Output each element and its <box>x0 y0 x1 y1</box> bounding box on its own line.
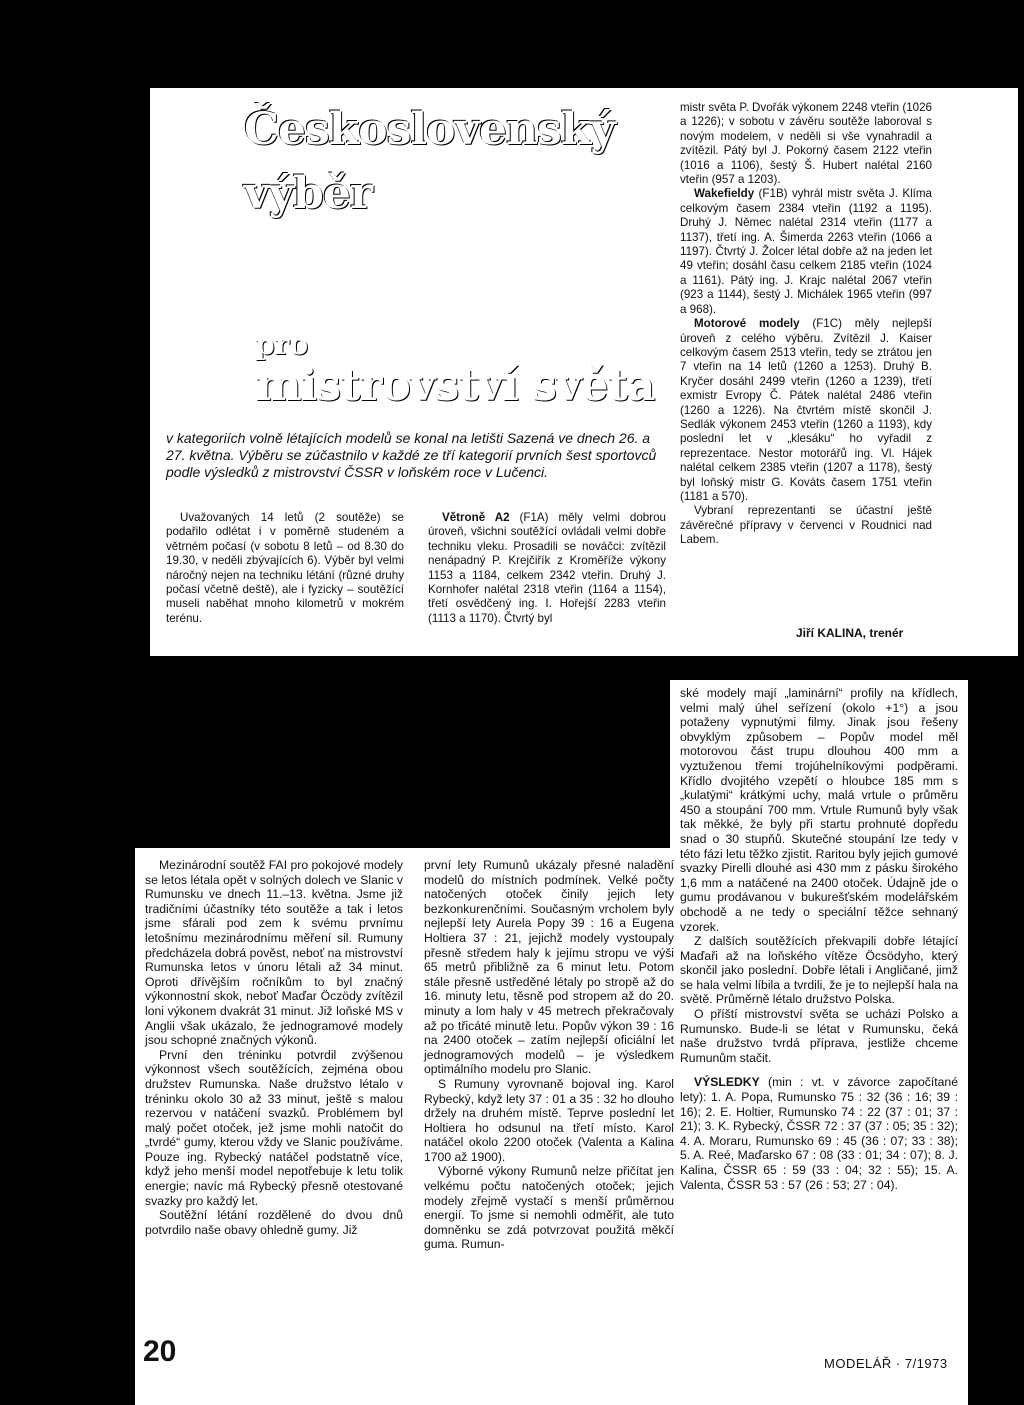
lower-column-1 <box>145 858 403 1237</box>
lower-col3-p2: Z dalších soutěžících překvapili dobře létající Maďaři až na loňského vítěze Öcsödyho, který skončil jako poslední. Dobře létali i Angličané, jimž se hala velmi líbila a tvrdili, že je to nejlepší hala na světě. Průměrně létalo družstvo Polska. <box>680 934 958 1007</box>
lower-col2-p3: Výborné výkony Rumunů nelze přičítat jen velkému počtu natočených otoček; jejich modely zřejmě vystačí s menší průměrnou energií. To jsme si nemohli odměřit, ale tuto domněnku se zdá potvrzovat použitá měkčí guma. Rumun- <box>424 1164 674 1252</box>
column-3 <box>680 101 932 548</box>
title-line-2: výběr <box>244 168 373 219</box>
motor-heading: Motorové modely <box>694 317 800 331</box>
lower-col1-p1: Mezinárodní soutěž FAI pro pokojové modely se letos létala opět v solných dolech ve Slanic v Rumunsku ve dnech 11.–13. května. Jsme již tradičními účastníky této soutěže a tak i letos jsme sfárali pod zem k svému prvnímu letošnímu mezinárodnímu měření sil. Rumuny předcházela dobrá pověst, neboť na mistrovství Rumunska letos v únoru létali až 34 minut. Oproti dřívějším ročníkům to byl značný výkonnostní skok, neboť Maďar Öczödy zvítězil loni výkonem dvakrát 31 minut. Již loňské MS v Anglii však ukázalo, že jednogramové modely jsou schopné značných výkonů. <box>145 858 403 1048</box>
article-title <box>244 98 615 226</box>
lower-col2-p2: S Rumuny vyrovnaně bojoval ing. Karol Rybecký, když lety 37 : 01 a 35 : 32 ho dlouho držely na druhém místě. Teprve poslední let Holtiera ho odsunul na třetí místo. Karol natáčel okolo 2200 otoček (Valenta a Kalina 1700 až 1900). <box>424 1076 674 1164</box>
lower-col1-p3: Soutěžní létání rozdělené do dvou dnů potvrdilo naše obavy ohledně gumy. Již <box>145 1208 403 1237</box>
column-3-p4: Vybraní reprezentanti se účastní ještě závěrečné přípravy v červenci v Roudnici nad Labem. <box>680 504 932 547</box>
lower-col3-p1: ské modely mají „laminární“ profily na křídlech, velmi malý úhel seřízení (okolo +1°) a jsou potaženy vypnutými filmy. Jinak jsou řešeny obvyklým způsobem – Popův model měl motorovou část trupu dlouhou 400 mm a vyztuženou třemi trojúhelníkovými podpěrami. Křídlo dvojitého vzepětí o hloubce 185 mm s „kulatými“ krátkými uchy, malá vrtule o průměru 450 a stoupání 700 mm. Vrtule Rumunů byly však tak měkké, že byly při startu prohnuté dopředu snad o 30 stupňů. Skutečné stoupání lze tedy v této fázi letu těžko zjistit. Raritou byly jejich gumové svazky Pirelli dlouhé asi 430 mm z pásku širokého 1,6 mm a natáčené na 2400 otoček. Údajně jde o gumu prodávanou v bukurešťském modelářském obchodě a ne tedy o speciální těžce sehnaný vzorek. <box>680 686 958 934</box>
page-number: 20 <box>143 1335 177 1368</box>
wakefield-text: (F1B) vyhrál mistr světa J. Klíma celkovým časem 2384 vteřin (1192 a 1195). Druhý J. Němec nalétal 2314 vteřin (1177 a 1137), třetí ing. A. Šimerda 2263 vteřin (1066 a 1197). Čtvrtý J. Žolcer létal dobře až na jeden let 49 vteřin; dosáhl času celkem 2185 vteřin (1024 a 1161). Pátý ing. J. Krajc nalétal 2067 vteřin (923 a 1144), šestý J. Michálek 1965 vteřin (997 a 968). <box>680 187 932 316</box>
title-line-4: mistrovství světa <box>255 360 655 411</box>
column-1 <box>166 511 404 626</box>
title-line-1: Československý <box>244 104 615 155</box>
wakefield-heading: Wakefieldy <box>694 187 755 201</box>
lower-column-2 <box>424 858 674 1252</box>
column-2 <box>428 511 666 626</box>
column-3-p1: mistr světa P. Dvořák výkonem 2248 vteřin (1026 a 1226); v sobotu v závěru soutěže laboroval s novým modelem, v neděli si vše vynahradil a zvítězil. Pátý byl J. Pokorný časem 2122 vteřin (1016 a 1106), šestý Š. Hubert nalétal 2160 vteřin (957 a 1203). <box>680 101 932 187</box>
photo-black-area <box>135 680 670 848</box>
lower-col1-p2: První den tréninku potvrdil zvýšenou výkonnost všech soutěžících, zejména obou družstev Rumunska. Naše družstvo létalo v tréninku okolo 30 až 33 minut, ještě s malou rezervou v natáčení svazků. Problémem byl malý počet otoček, jež jsme mohli natočit do „tvrdé“ gumy, kterou vždy ve Slanic používáme. Pouze ing. Rybecký natáčel podstatně více, když jeho menší model nepotřebuje k letu tolik energie; navíc má Rybecký přesně otestované svazky pro každý let. <box>145 1047 403 1208</box>
intro-paragraph: v kategoriích volně létajících modelů se konal na letišti Sazená ve dnech 26. a 27. května. Výběru se zúčastnilo v každé ze tří kategorií prvních šest sportovců podle výsledků z mistrovství ČSSR v loňském roce v Lučenci. <box>166 430 657 480</box>
lower-col2-p1: první lety Rumunů ukázaly přesné naladění modelů do místních podmínek. Velké počty natočených otoček činily jejich lety bezkonkurenčními. Současným vrcholem byly nejlepší lety Aurela Popy 39 : 16 a Eugena Holtiera 37 : 21, jejichž modely vystoupaly přesně středem haly k jejímu stropu ve výši 65 metrů přibližně za 6 minut letu. Potom stále přesně ustředěné létaly po stropě až do 16. minuty letu, těsně pod stropem až do 20. minuty a lom haly v 45 metrech překračovaly až po třicáté minutě letu. Popův výkon 39 : 16 na 2400 otoček – zatím nejlepší oficiální let jednogramových modelů – je výsledkem optimálního modelu pro Slanic. <box>424 858 674 1077</box>
magazine-issue: MODELÁŘ · 7/1973 <box>824 1356 948 1371</box>
right-black-margin <box>968 680 1024 1405</box>
results-heading: VÝSLEDKY <box>694 1075 760 1090</box>
motor-text: (F1C) měly nejlepší úroveň z celého výběru. Zvítězil J. Kaiser celkovým časem 2513 vteřin, tedy se ztrátou jen 7 vteřin na 14 letů (1260 a 1253). Druhý B. Kryčer dosáhl 2499 vteřin (1260 a 1239), třetí exmistr Evropy Č. Pátek nalétal 2486 vteřin (1260 a 1226). Na čtvrtém místě skončil J. Sedlák výkonem 2453 vteřin (1260 a 1193), kdy poslední let v „klesáku“ ho vyřadil z reprezentace. Nestor motorářů ing. Vl. Hájek nalétal celkem 2385 vteřin (1207 a 1178), šestý byl loňský mistr G. Kováts časem 1751 vteřin (1181 a 570). <box>680 317 933 503</box>
gliders-heading: Větroně A2 <box>442 511 510 524</box>
lower-col3-p3: O příští mistrovství světa se ucházi Polsko a Rumunsko. Bude-li se létat v Rumunsku, čeká naše družstvo tvrdá příprava, jestliže chceme Rumunům stačit. <box>680 1007 958 1065</box>
results-text: (min : vt. v závorce započítané lety): 1. A. Popa, Rumunsko 75 : 32 (36 : 16; 39 : 16); 2. E. Holtier, Rumunsko 74 : 22 (37 : 01; 37 : 21); 3. K. Rybecký, ČSSR 72 : 37 (37 : 05; 35 : 32); 4. A. Moraru, Rumunsko 69 : 45 (36 : 07; 33 : 38); 5. A. Reé, Maďarsko 67 : 08 (33 : 01; 34 : 07); 8. J. Kalina, ČSSR 65 : 59 (33 : 04; 32 : 55); 15. A. Valenta, ČSSR 53 : 57 (26 : 53; 27 : 04). <box>680 1075 958 1192</box>
author-signature: Jiří KALINA, trenér <box>796 626 904 640</box>
gliders-text: (F1A) měly velmi dobrou úroveň, všichni soutěžící ovládali velmi dobře techniku vleku. Prosadili se nováčci: zvítězil nenápadný P. Krejčiřík z Kroměříže výkony 1153 a 1184, celkem 2342 vteřin. Druhý J. Kornhofer nalétal 2318 vteřin (1164 a 1154), třetí osvědčený ing. I. Hořejší 2283 vteřin (1113 a 1170). Čtvrtý byl <box>428 511 666 625</box>
left-black-margin <box>0 680 135 1405</box>
title-line-3: pro <box>255 328 309 361</box>
lower-column-3 <box>680 686 958 1192</box>
column-1-text: Uvažovaných 14 letů (2 soutěže) se podařilo odlétat i v poměrně studeném a větrném počasí (v sobotu 8 letů – od 8.30 do 19.30, v neděli zbývajících 6). Výběr byl velmi náročný nejen na techniku létání (různé druhy počasí včetně deště), ale i fyzicky – soutěžící museli naběhat mnoho kilometrů v mokrém terénu. <box>166 511 404 625</box>
